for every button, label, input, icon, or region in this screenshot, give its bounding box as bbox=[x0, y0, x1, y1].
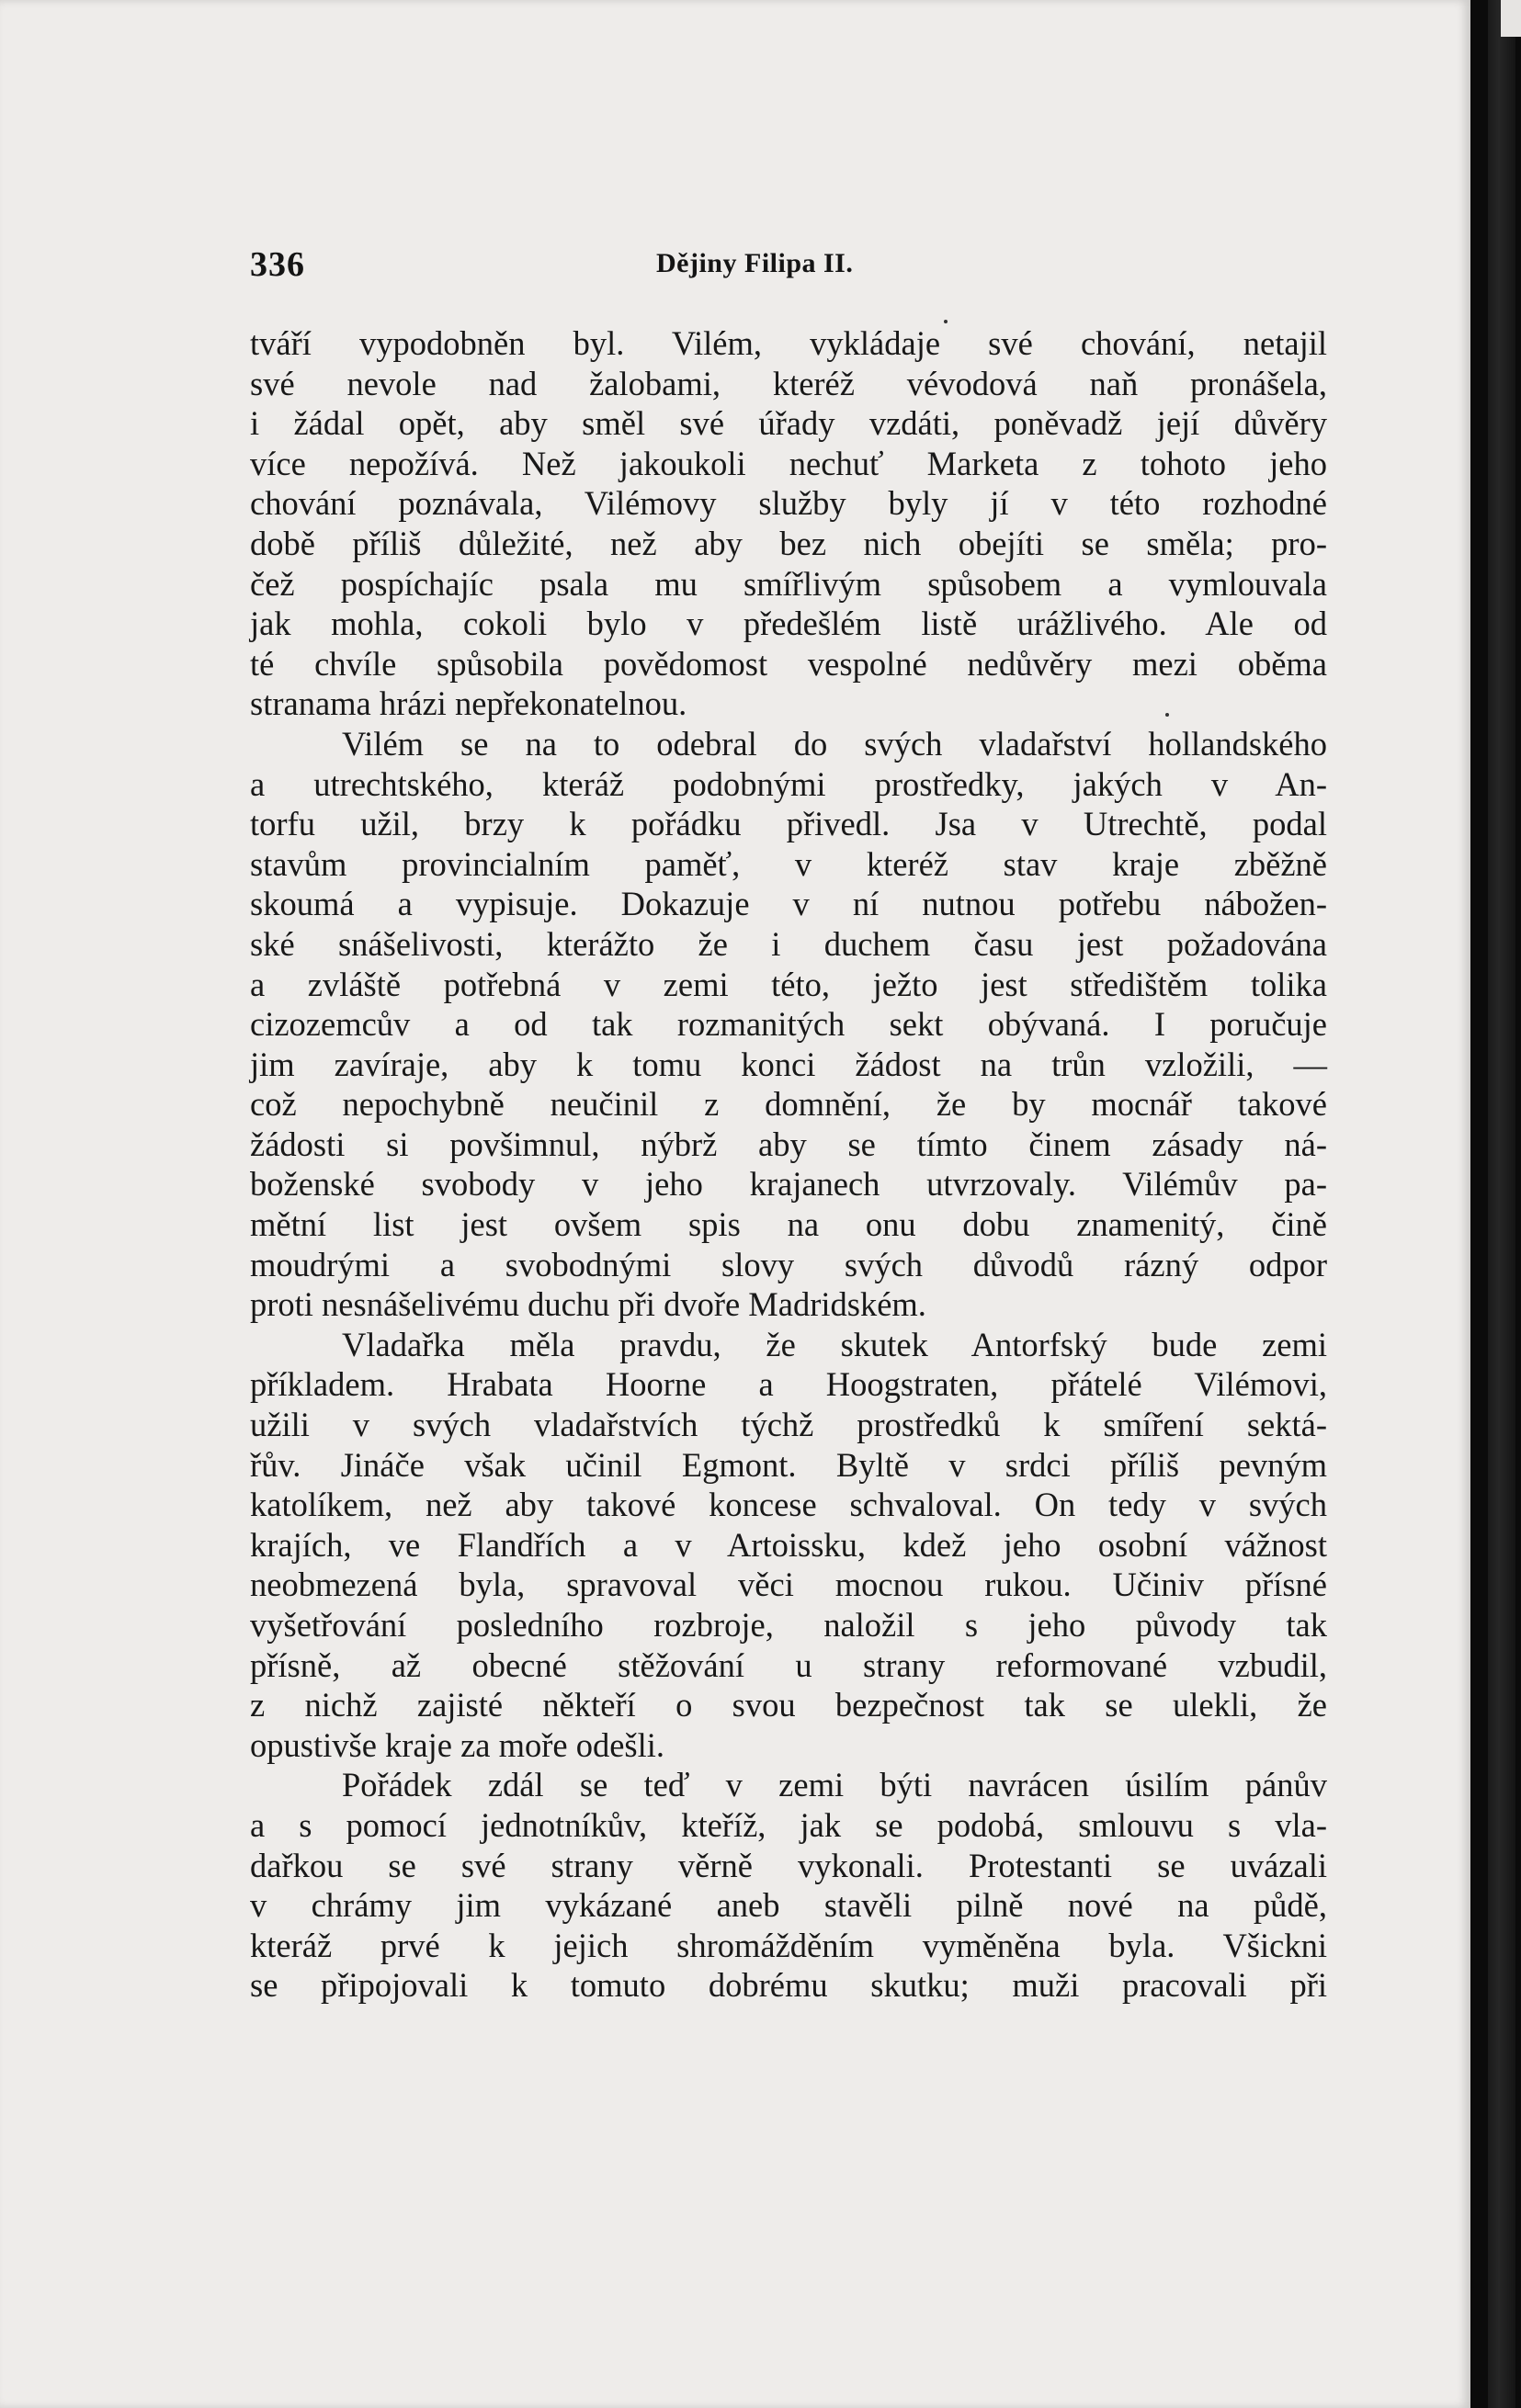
text-line: více nepožívá. Než jakoukoli nechuť Marketa z tohoto jeho bbox=[250, 444, 1327, 482]
text-line: což nepochybně neučinil z domnění, že by mocnář takové bbox=[250, 1085, 1327, 1124]
text-line: neobmezená byla, spravoval věci mocnou rukou. Učiniv přísné bbox=[250, 1566, 1327, 1604]
text-line: skoumá a vypisuje. Dokazuje v ní nutnou potřebu nábožen- bbox=[250, 885, 1327, 923]
text-line: řův. Jináče však učinil Egmont. Byltě v srdci příliš pevným bbox=[250, 1445, 1327, 1484]
text-line: žádosti si povšimnul, nýbrž aby se tímto činem zásady ná- bbox=[250, 1125, 1327, 1163]
text-line: krajích, ve Flandřích a v Artoissku, kdež jeho osobní vážnost bbox=[250, 1525, 1327, 1564]
text-line: dařkou se své strany věrně vykonali. Protestanti se uvázali bbox=[250, 1846, 1327, 1884]
text-line: katolíkem, než aby takové koncese schvaloval. On tedy v svých bbox=[250, 1486, 1327, 1524]
running-title: Dějiny Filipa II. bbox=[656, 248, 854, 278]
text-line: cizozemcův a od tak rozmanitých sekt obývaná. I poručuje bbox=[250, 1005, 1327, 1044]
paragraph-start-line: Pořádek zdál se teď v zemi býti navrácen úsilím pánův bbox=[342, 1766, 1327, 1804]
text-line: přísně, až obecné stěžování u strany reformované vzbudil, bbox=[250, 1645, 1327, 1684]
text-line: proti nesnášelivému duchu při dvoře Madridském. bbox=[250, 1285, 926, 1324]
text-line: mětní list jest ovšem spis na onu dobu znamenitý, čině bbox=[250, 1205, 1327, 1244]
text-line: i žádal opět, aby směl své úřady vzdáti, poněvadž její důvěry bbox=[250, 404, 1327, 443]
text-line: době příliš důležité, než aby bez nich obejíti se směla; pro- bbox=[250, 524, 1327, 562]
paragraph-start-line: Vilém se na to odebral do svých vladařství hollandského bbox=[342, 724, 1327, 763]
text-line: kteráž prvé k jejich shromážděním vyměněna byla. Všickni bbox=[250, 1926, 1327, 1964]
text-line: moudrými a svobodnými slovy svých důvodů rázný odpor bbox=[250, 1245, 1327, 1283]
text-line: torfu užil, brzy k pořádku přivedl. Jsa v Utrechtě, podal bbox=[250, 805, 1327, 843]
scan-edge-notch bbox=[1501, 0, 1521, 37]
text-line: stranama hrázi nepřekonatelnou. bbox=[250, 684, 687, 723]
text-line: jim zavíraje, aby k tomu konci žádost na trůn vzložili, — bbox=[250, 1045, 1327, 1083]
text-line: příkladem. Hrabata Hoorne a Hoogstraten, přátelé Vilémovi, bbox=[250, 1365, 1327, 1404]
text-line: se připojovali k tomuto dobrému skutku; muži pracovali při bbox=[250, 1966, 1327, 2005]
text-line: tváří vypodobněn byl. Vilém, vykládaje své chování, netajil bbox=[250, 324, 1327, 362]
page-header bbox=[250, 244, 1327, 300]
text-line: ské snášelivosti, kterážto že i duchem času jest požadována bbox=[250, 924, 1327, 963]
text-line: vyšetřování posledního rozbroje, naložil s jeho původy tak bbox=[250, 1606, 1327, 1644]
text-line: a s pomocí jednotníkův, kteříž, jak se podobá, smlouvu s vla- bbox=[250, 1805, 1327, 1844]
paragraph-start-line: Vladařka měla pravdu, že skutek Antorfský bude zemi bbox=[342, 1325, 1327, 1363]
text-line: chování poznávala, Vilémovy služby byly jí v této rozhodné bbox=[250, 484, 1327, 523]
text-line: v chrámy jim vykázané aneb stavěli pilně nové na půdě, bbox=[250, 1886, 1327, 1925]
text-line: a zvláště potřebná v zemi této, ježto jest středištěm tolika bbox=[250, 965, 1327, 1003]
body-text bbox=[250, 323, 1327, 2006]
scan-edge-shadow bbox=[1488, 0, 1515, 2408]
text-line: a utrechtského, kteráž podobnými prostředky, jakých v An- bbox=[250, 764, 1327, 803]
text-line: své nevole nad žalobami, kteréž vévodová naň pronášela, bbox=[250, 364, 1327, 402]
text-line: té chvíle spůsobila povědomost vespolné nedůvěry mezi oběma bbox=[250, 644, 1327, 683]
text-line: čež pospíchajíc psala mu smířlivým spůsobem a vymlouvala bbox=[250, 564, 1327, 603]
text-line: z nichž zajisté někteří o svou bezpečnost tak se ulekli, že bbox=[250, 1686, 1327, 1724]
page-number: 336 bbox=[250, 245, 305, 284]
text-line: jak mohla, cokoli bylo v předešlém listě urážlivého. Ale od bbox=[250, 605, 1327, 643]
text-line: stavům provincialním paměť, v kteréž stav kraje zběžně bbox=[250, 844, 1327, 883]
text-line: boženské svobody v jeho krajanech utvrzovaly. Vilémův pa- bbox=[250, 1165, 1327, 1204]
text-line: opustivše kraje za moře odešli. bbox=[250, 1725, 665, 1764]
text-line: užili v svých vladařstvích týchž prostředků k smíření sektá- bbox=[250, 1406, 1327, 1444]
scan-edge bbox=[1470, 0, 1521, 2408]
